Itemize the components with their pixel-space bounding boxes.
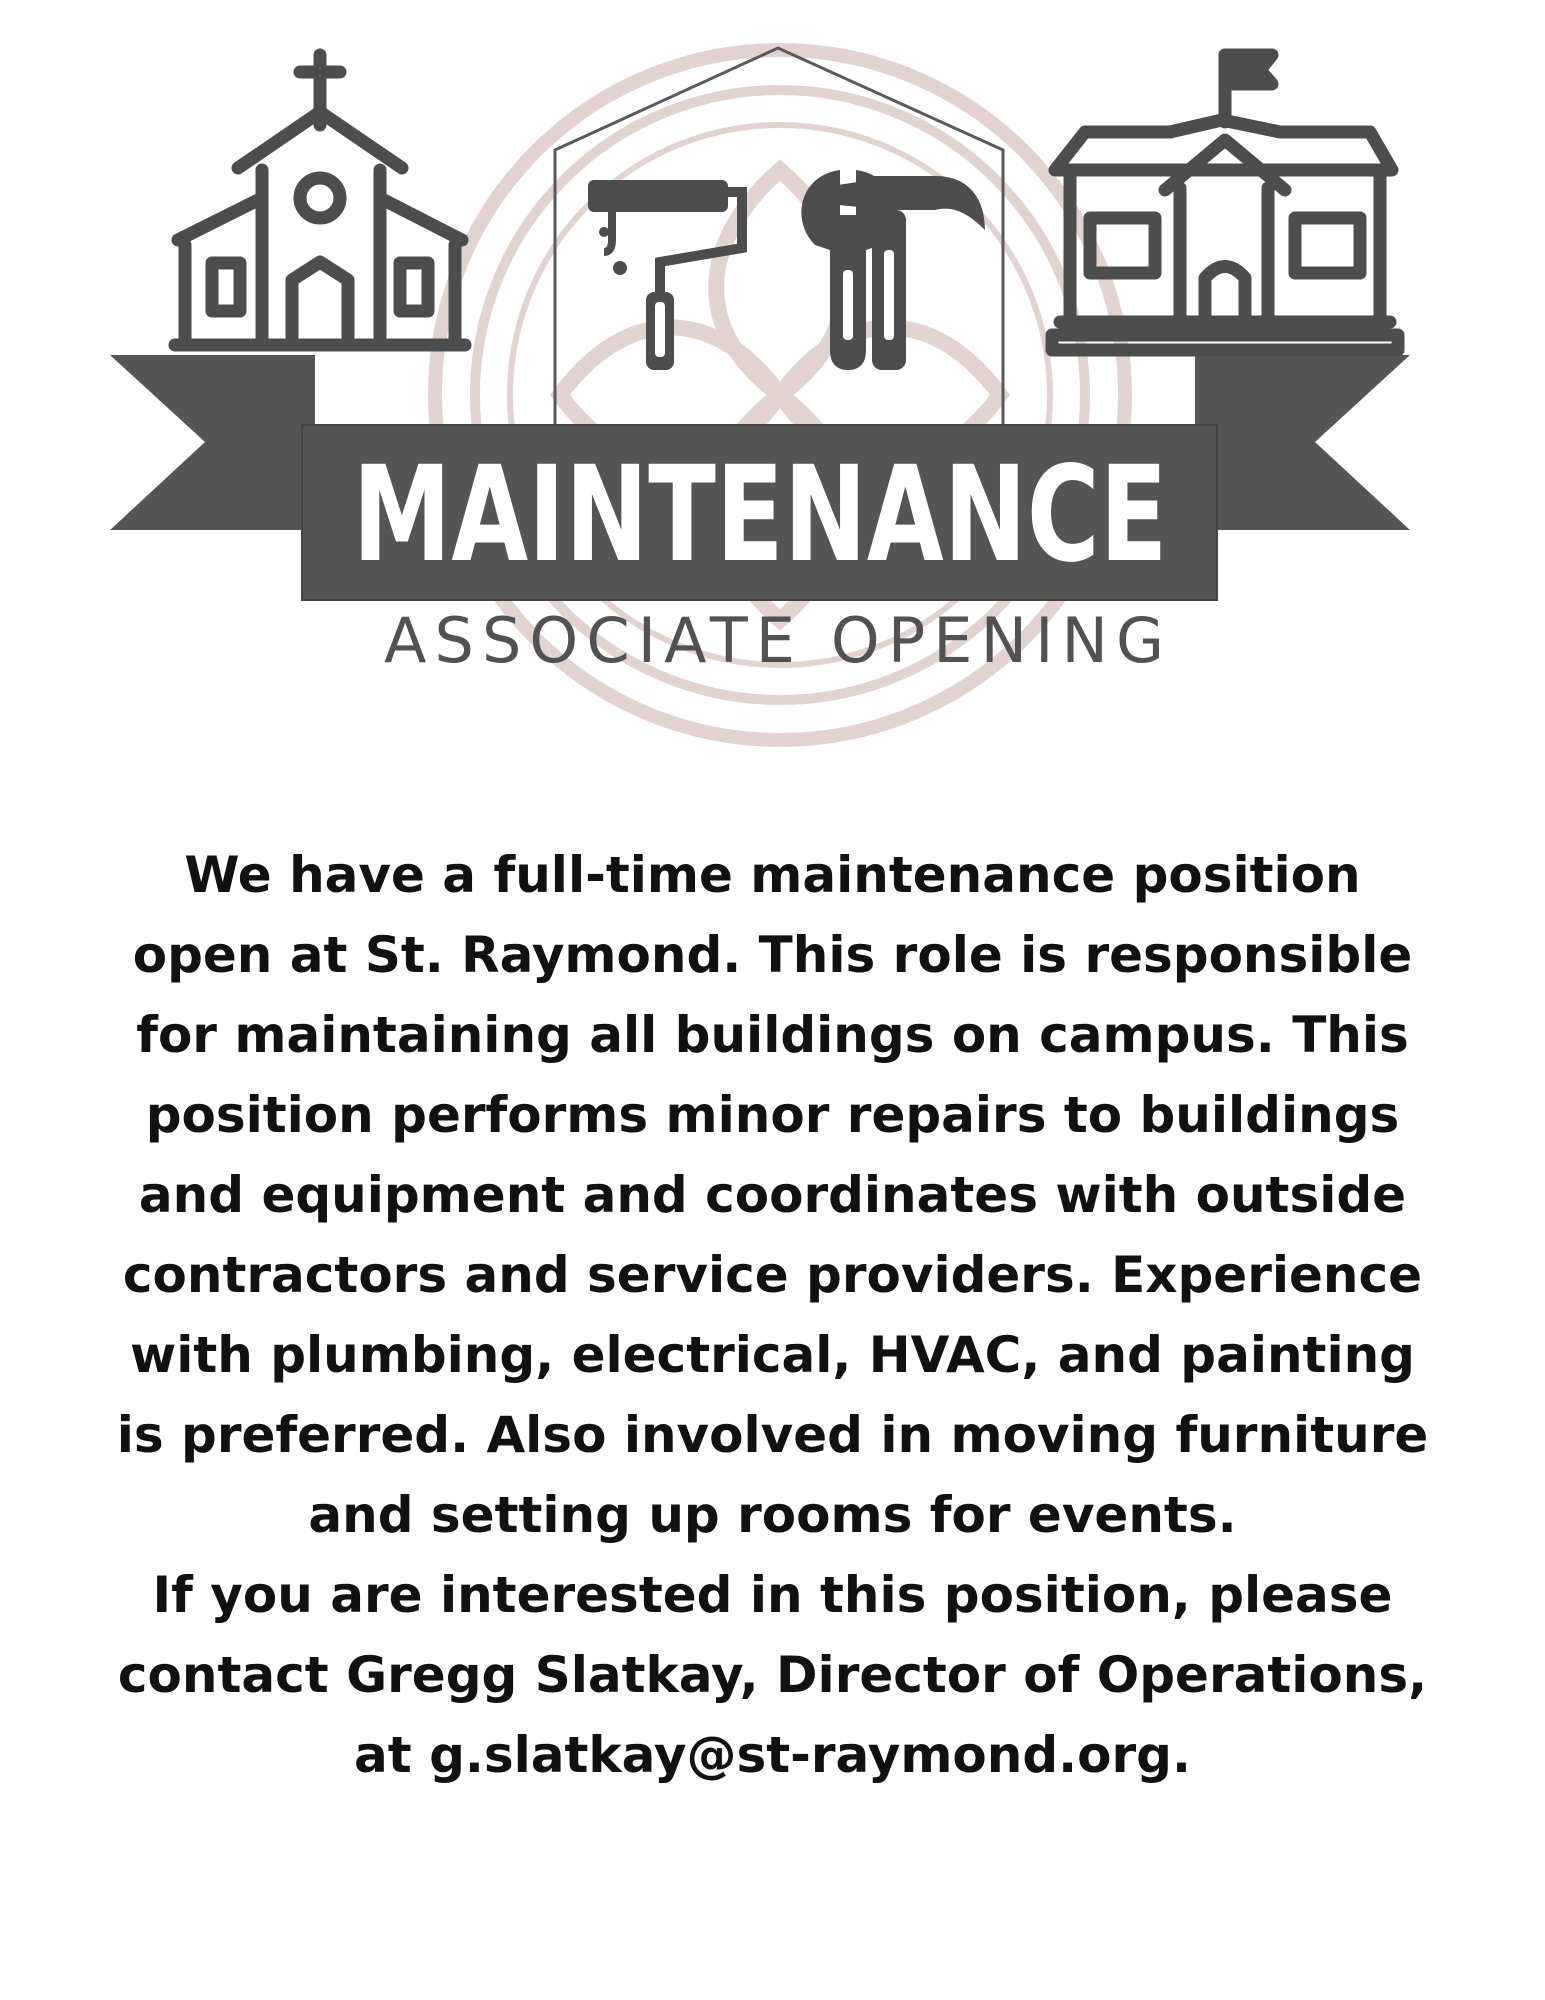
description-line: and setting up rooms for events. bbox=[308, 1486, 1237, 1544]
description-line: for maintaining all buildings on campus. This bbox=[136, 1006, 1409, 1064]
description-line: open at St. Raymond. This role is responsible bbox=[132, 926, 1413, 984]
church-icon bbox=[175, 55, 465, 345]
ribbon-right-tail bbox=[1195, 355, 1410, 530]
subtitle-text: ASSOCIATE OPENING bbox=[384, 604, 1164, 677]
ribbon-left-tail bbox=[110, 355, 315, 530]
description-line: and equipment and coordinates with outside bbox=[138, 1166, 1407, 1224]
description-line: position performs minor repairs to buildings bbox=[145, 1086, 1400, 1144]
title-text: MAINTENANCE bbox=[352, 438, 1168, 592]
school-icon bbox=[1052, 55, 1398, 350]
contact-line: contact Gregg Slatkay, Director of Operations, bbox=[117, 1646, 1428, 1704]
description-line: with plumbing, electrical, HVAC, and painting bbox=[130, 1326, 1415, 1384]
job-description bbox=[60, 835, 1485, 1795]
description-line: is preferred. Also involved in moving furniture bbox=[116, 1406, 1429, 1464]
description-line: contractors and service providers. Experience bbox=[122, 1246, 1423, 1304]
contact-email: at g.slatkay@st-raymond.org. bbox=[354, 1726, 1191, 1784]
description-line: We have a full-time maintenance position bbox=[184, 846, 1361, 904]
header-graphic bbox=[0, 0, 1545, 760]
house-outline bbox=[555, 48, 1003, 425]
contact-line: If you are interested in this position, please bbox=[152, 1566, 1393, 1624]
